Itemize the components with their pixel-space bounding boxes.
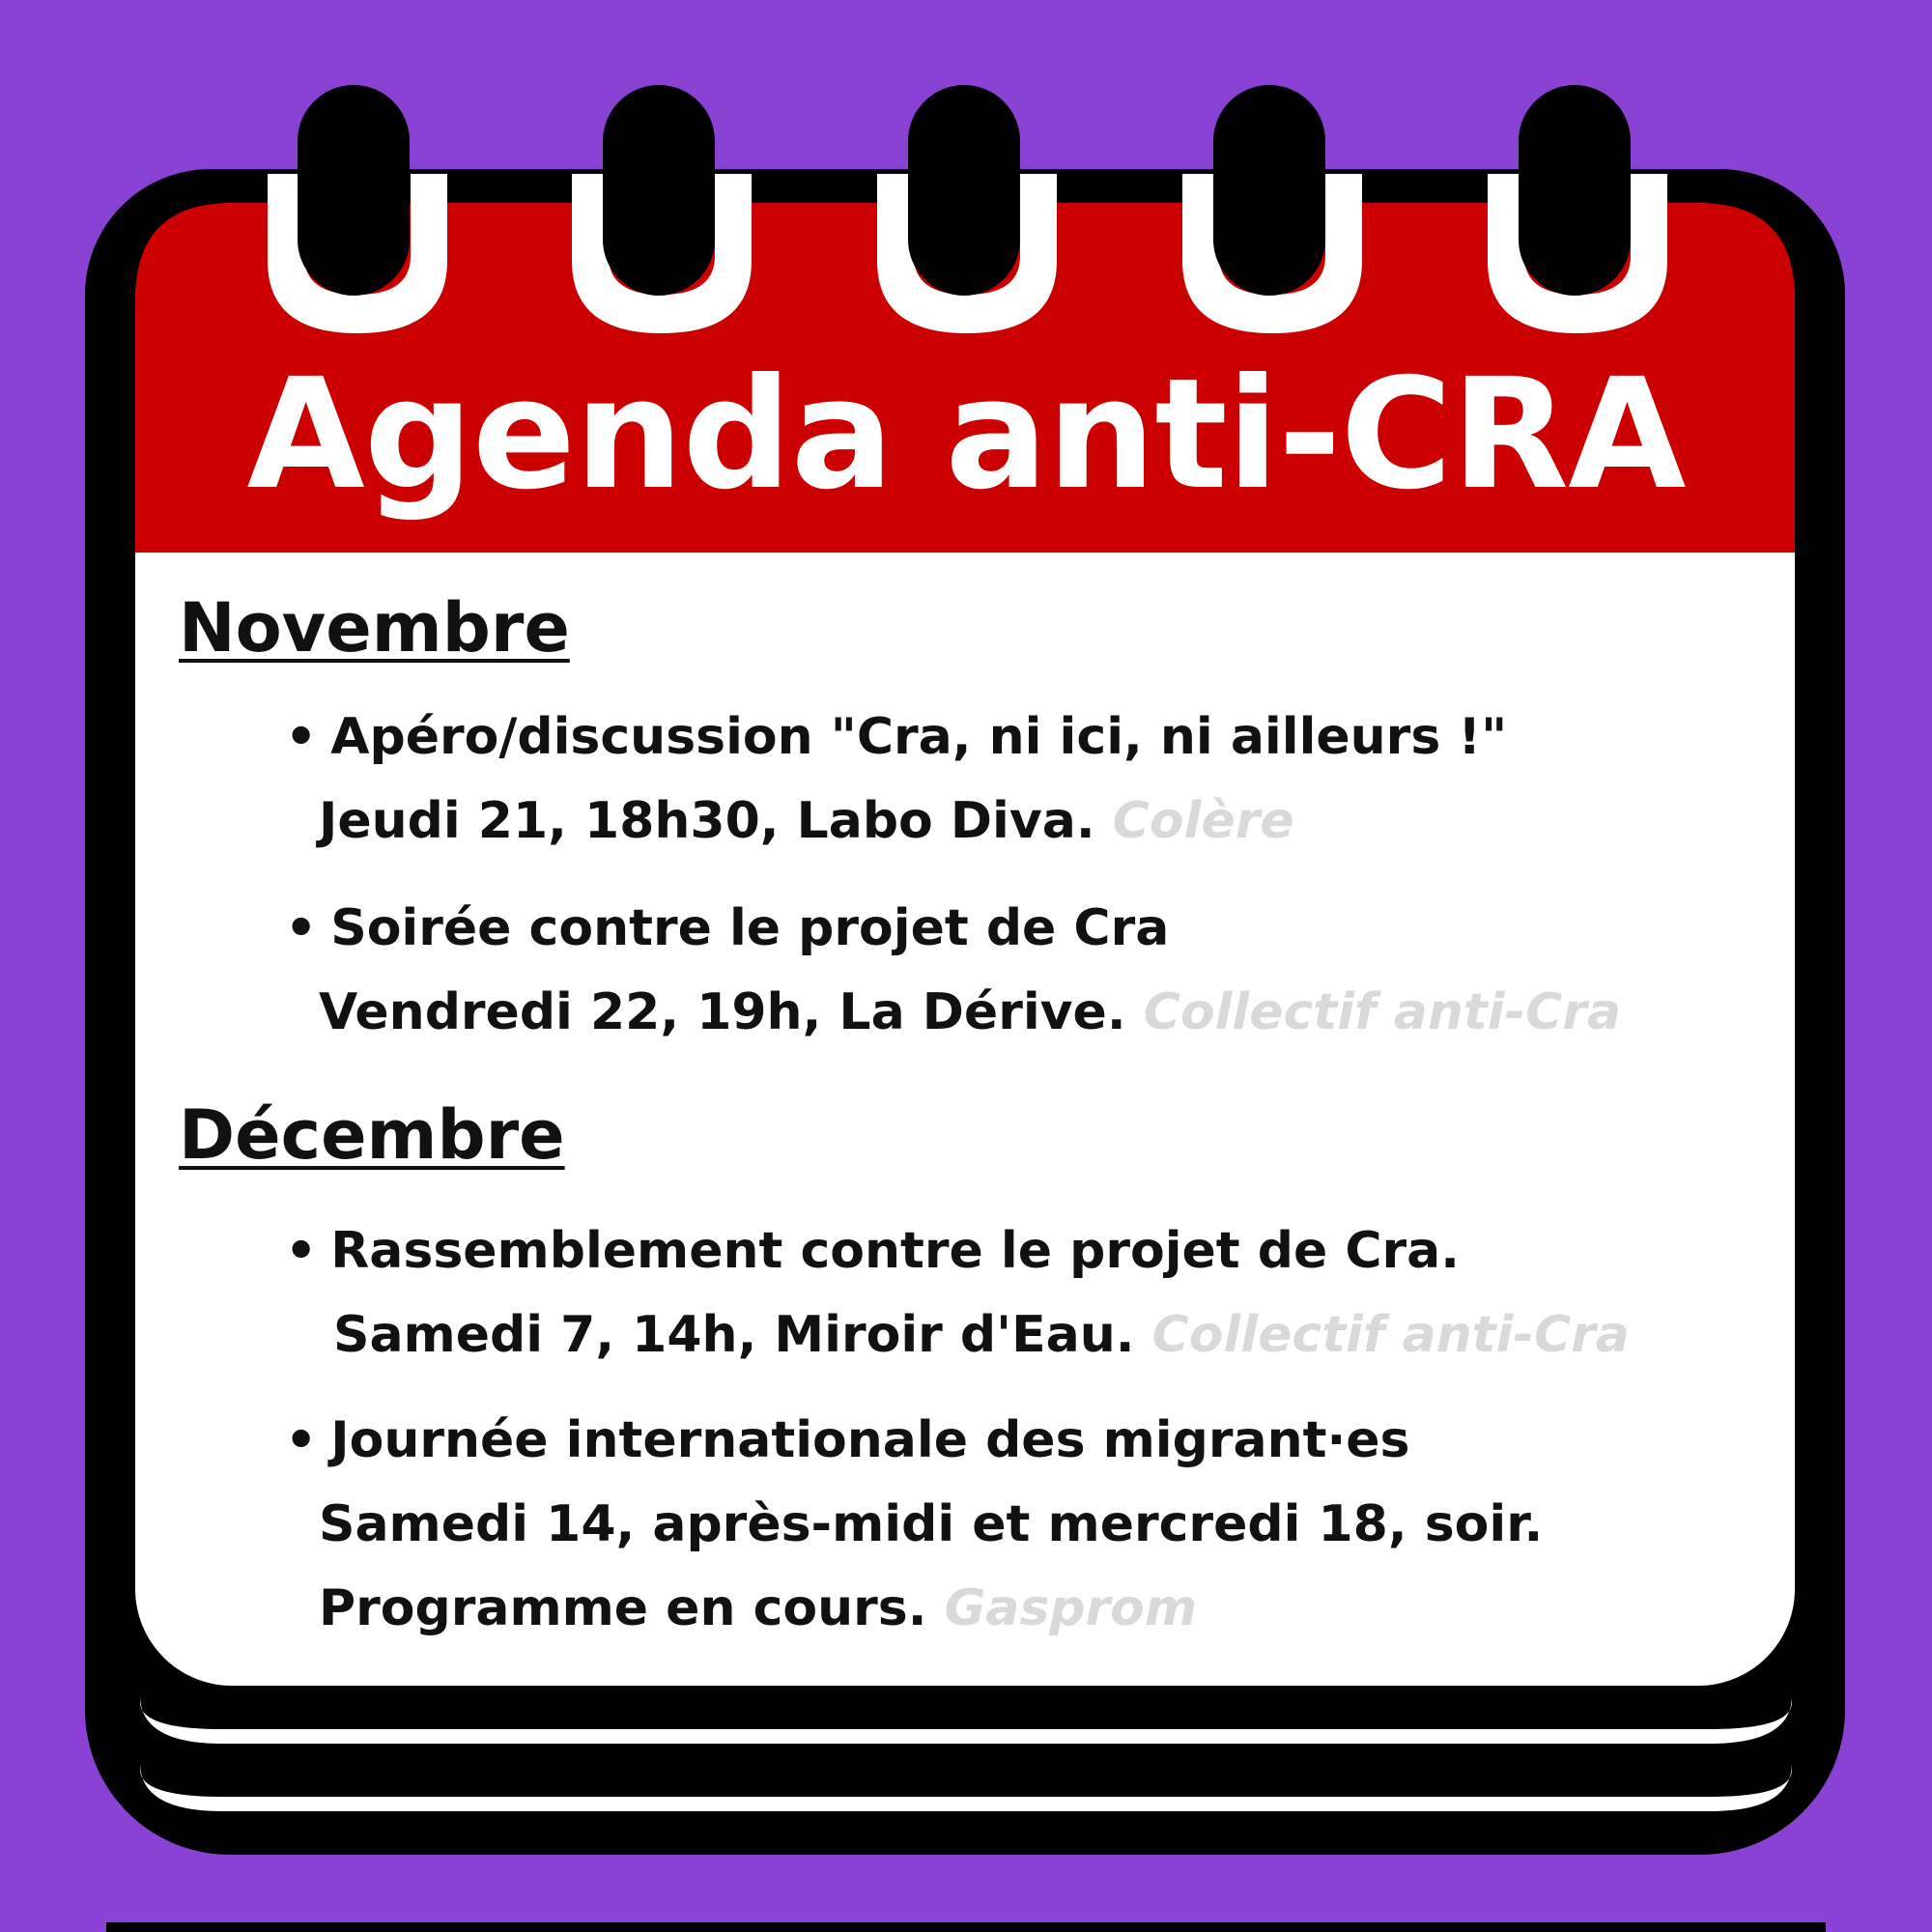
event-organizer: Colère: [1112, 792, 1294, 850]
event-title-line: [285, 696, 1507, 780]
event-details: Vendredi 22, 19h, La Dérive.: [319, 983, 1126, 1041]
bullet-icon: •: [285, 1411, 318, 1469]
page-title: Agenda anti-CRA: [246, 346, 1686, 524]
event-details: Programme en cours.: [319, 1579, 927, 1637]
event-detail-line: [285, 1293, 1630, 1378]
event-item: [179, 887, 1621, 1055]
event-title: Soirée contre le projet de Cra: [330, 899, 1170, 957]
ring-4-post: [1213, 85, 1325, 296]
bottom-strip: [106, 1922, 1826, 1932]
ring-3-post: [908, 85, 1020, 296]
event-item: [179, 1209, 1630, 1378]
event-title: Journée internationale des migrant·es: [330, 1411, 1410, 1469]
event-organizer: Collectif anti-Cra: [1143, 983, 1622, 1041]
event-detail-line: [285, 1483, 1543, 1567]
event-detail-line: [285, 1567, 1543, 1651]
event-item: [179, 696, 1507, 864]
event-title-line: [285, 1209, 1630, 1293]
event-details: Samedi 14, après-midi et mercredi 18, soir.: [319, 1495, 1544, 1553]
month-section-november: [179, 580, 570, 676]
event-detail-line: [285, 780, 1507, 864]
month-heading: Novembre: [179, 588, 570, 668]
month-heading: Décembre: [179, 1095, 565, 1175]
event-item: [179, 1399, 1543, 1651]
event-details: Jeudi 21, 18h30, Labo Diva.: [319, 792, 1095, 850]
event-details: Samedi 7, 14h, Miroir d'Eau.: [333, 1306, 1135, 1364]
event-title: Rassemblement contre le projet de Cra.: [330, 1222, 1461, 1280]
event-organizer: Gasprom: [944, 1579, 1198, 1637]
month-section-december: [179, 1087, 565, 1183]
event-detail-line: [285, 971, 1621, 1055]
ring-1-post: [298, 85, 410, 296]
event-organizer: Collectif anti-Cra: [1151, 1306, 1630, 1364]
bullet-icon: •: [285, 899, 318, 957]
bullet-icon: •: [285, 1222, 318, 1280]
ring-5-post: [1519, 85, 1631, 296]
bullet-icon: •: [285, 708, 318, 766]
ring-2-post: [603, 85, 715, 296]
event-title: Apéro/discussion "Cra, ni ici, ni ailleurs !": [330, 708, 1508, 766]
event-title-line: [285, 1399, 1543, 1483]
event-title-line: [285, 887, 1621, 971]
